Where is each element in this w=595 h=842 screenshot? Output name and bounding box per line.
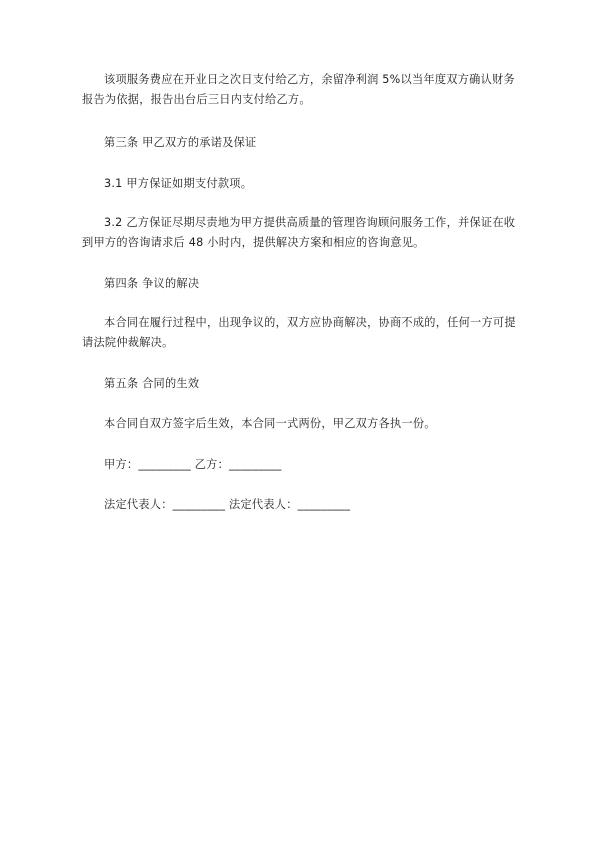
article-3-heading: 第三条 甲乙双方的承诺及保证 [104,136,257,149]
clause-3-1: 3.1 甲方保证如期支付款项。 [104,177,253,190]
article-4-heading: 第四条 争议的解决 [104,277,200,290]
contract-effect-paragraph: 本合同自双方签字后生效，本合同一式两份，甲乙双方各执一份。 [104,417,436,430]
paragraph-service-fee: 该项服务费应在开业日之次日支付给乙方，余留净利润 5%以当年度双方确认财务报告为依据，报告出台后三日内支付给乙方。 [82,73,515,106]
dispute-resolution-paragraph: 本合同在履行过程中，出现争议的，双方应协商解决，协商不成的，任何一方可提请法院仲裁解决。 [82,316,516,349]
party-signature-lines: 甲方：_________ 乙方：_________ [104,458,282,471]
article-5-heading: 第五条 合同的生效 [104,377,200,390]
clause-3-2: 3.2 乙方保证尽期尽责地为甲方提供高质量的管理咨询顾问服务工作，并保证在收到甲方的咨询请求后 48 小时内，提供解决方案和相应的咨询意见。 [82,216,516,249]
legal-representative-signature-lines: 法定代表人：_________ 法定代表人：_________ [104,498,351,511]
